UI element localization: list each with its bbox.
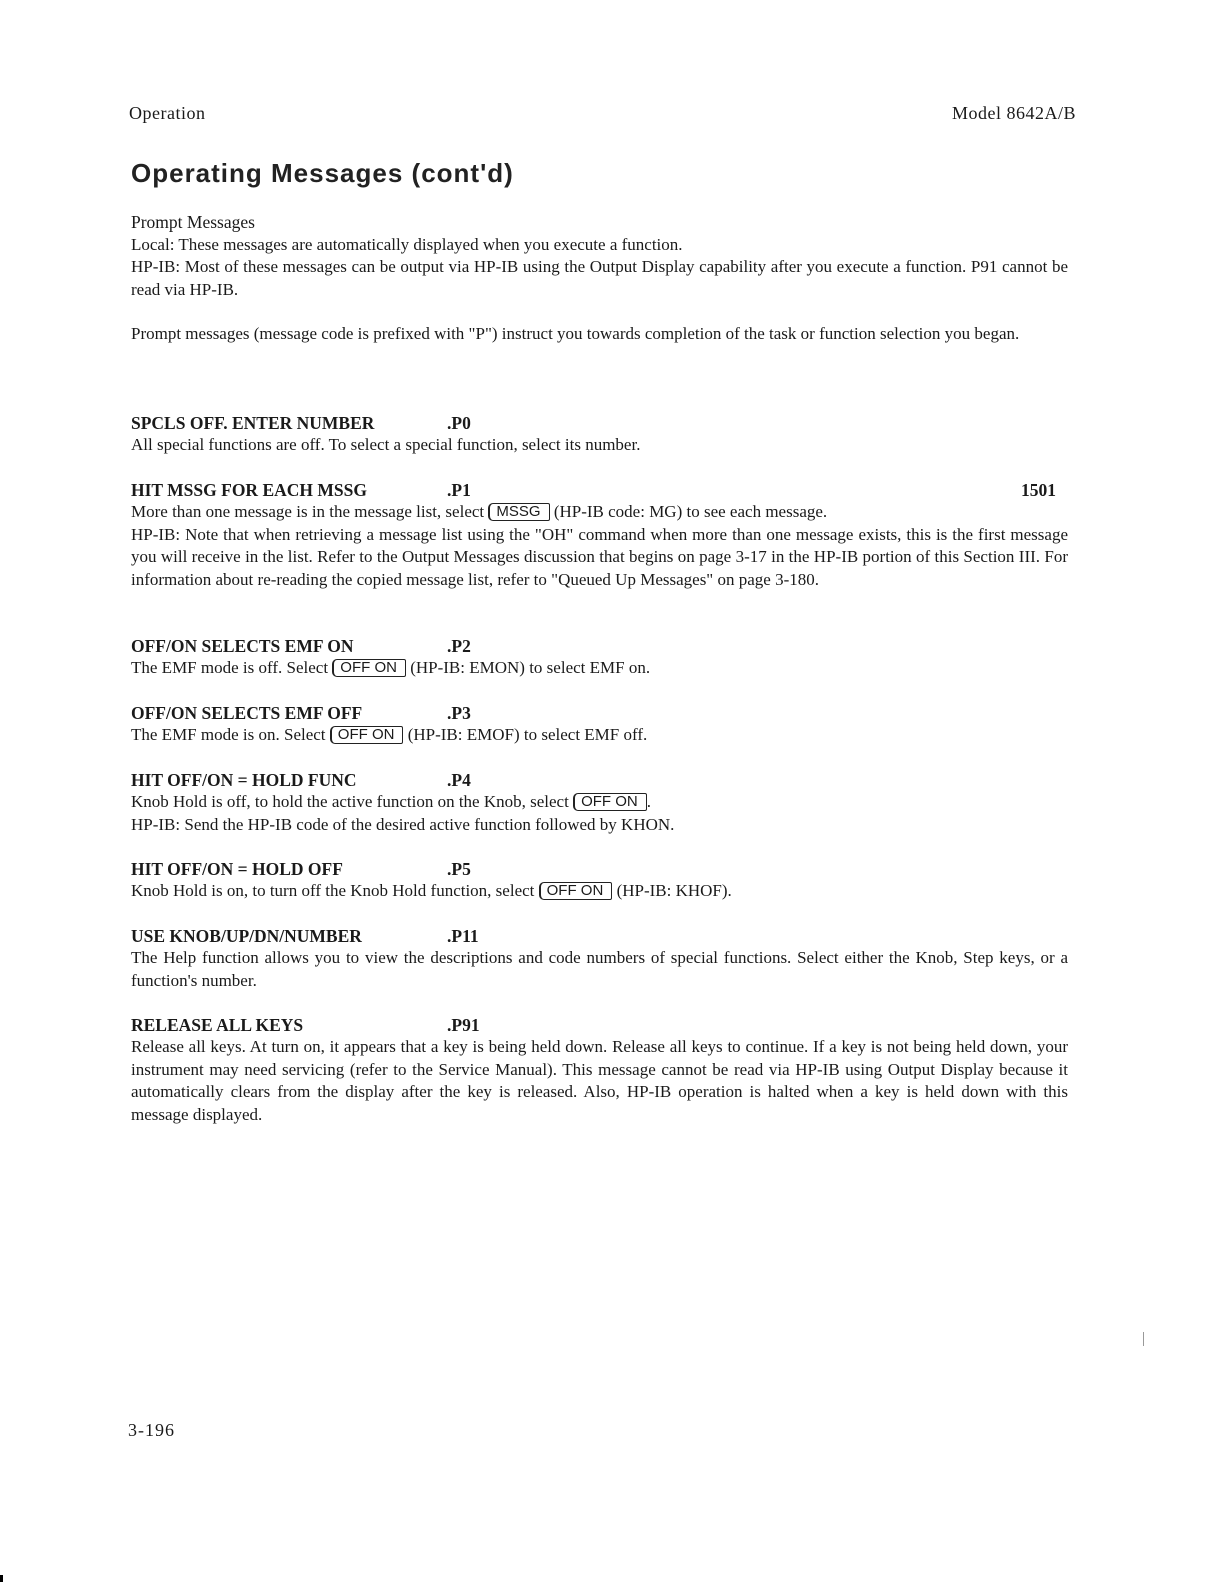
message-description — [131, 880, 1068, 903]
description-text: (HP-IB: EMON) to select EMF on. — [405, 658, 651, 677]
message-description — [131, 724, 1068, 747]
message-heading — [131, 769, 1068, 791]
message-entry-p91 — [131, 1014, 1068, 1126]
description-text: (HP-IB: KHOF). — [612, 881, 732, 900]
message-code: .P5 — [447, 859, 471, 879]
message-entry-p2 — [131, 635, 1068, 680]
description-text: (HP-IB code: MG) to see each message. — [549, 502, 828, 521]
message-name: HIT OFF/ON = HOLD FUNC — [131, 770, 357, 790]
message-heading — [131, 1014, 1068, 1036]
message-name: RELEASE ALL KEYS — [131, 1015, 304, 1035]
description-text: Knob Hold is off, to hold the active function on the Knob, select — [131, 792, 574, 811]
message-entry-p1 — [131, 479, 1068, 591]
off-on-key-icon: OFF ON — [332, 659, 406, 677]
message-name: USE KNOB/UP/DN/NUMBER — [131, 926, 362, 946]
message-name: OFF/ON SELECTS EMF ON — [131, 636, 354, 656]
off-on-key-icon: OFF ON — [539, 882, 613, 900]
message-entry-p0 — [131, 412, 1068, 457]
message-entry-p5 — [131, 858, 1068, 903]
description-text: . — [646, 792, 651, 811]
page-title: Operating Messages (cont'd) — [131, 158, 514, 188]
message-heading — [131, 635, 1068, 657]
description-text: The EMF mode is on. Select — [131, 725, 330, 744]
message-name: HIT OFF/ON = HOLD OFF — [131, 859, 343, 879]
off-on-key-icon: OFF ON — [573, 793, 647, 811]
message-hpib-note: HP-IB: Send the HP-IB code of the desired active function followed by KHON. — [131, 814, 675, 834]
message-name: SPCLS OFF. ENTER NUMBER — [131, 413, 375, 433]
description-text: Knob Hold is on, to turn off the Knob Hold function, select — [131, 881, 539, 900]
message-code: .P4 — [447, 770, 471, 790]
message-description — [131, 791, 1068, 814]
section-header: Operation — [129, 103, 206, 123]
message-entry-p11 — [131, 925, 1068, 992]
message-description — [131, 501, 1068, 524]
message-number: 1501 — [1021, 480, 1056, 500]
message-heading — [131, 925, 1068, 947]
intro-hpib-text: HP-IB: Most of these messages can be output via HP-IB using the Output Display capability after you execute a function. P91 cannot be read via HP-IB. — [131, 257, 1068, 299]
message-heading — [131, 702, 1068, 724]
description-text: The EMF mode is off. Select — [131, 658, 333, 677]
message-hpib-note: HP-IB: Note that when retrieving a message list using the "OH" command when more than one message exists, this is the first message you will receive in the list. Refer to the Output Messages discussion that begins on page 3-17 in the HP-IB portion of this Section III. For information about re-reading the copied message list, refer to "Queued Up Messages" on page 3-180. — [131, 524, 1068, 589]
prompt-description: Prompt messages (message code is prefixed with "P") instruct you towards completion of the task or function selection you began. — [131, 324, 1020, 343]
message-description: The Help function allows you to view the descriptions and code numbers of special functions. Select either the Knob, Step keys, or a function's number. — [131, 948, 1068, 990]
message-description: Release all keys. At turn on, it appears that a key is being held down. Release all keys to continue. If a key is not being held down, your instrument may need servicing (refer to the Service Manual). This message cannot be read via HP-IB using Output Display because it automatically clears from the display after the key is released. Also, HP-IB operation is halted when a key is held down with this message displayed. — [131, 1037, 1068, 1124]
scan-corner-mark — [0, 1575, 3, 1582]
intro-subheading: Prompt Messages — [131, 212, 255, 232]
description-text: (HP-IB: EMOF) to select EMF off. — [403, 725, 648, 744]
message-heading — [131, 412, 1068, 434]
message-heading — [131, 858, 1068, 880]
mssg-key-icon: MSSG — [488, 503, 549, 521]
description-text: More than one message is in the message list, select — [131, 502, 489, 521]
message-description — [131, 657, 1068, 680]
scan-mark — [1143, 1332, 1144, 1346]
message-code: .P0 — [447, 413, 471, 433]
message-heading — [131, 479, 1068, 501]
message-code: .P91 — [447, 1015, 480, 1035]
message-code: .P11 — [447, 926, 479, 946]
message-code: .P2 — [447, 636, 471, 656]
message-code: .P3 — [447, 703, 471, 723]
message-name: OFF/ON SELECTS EMF OFF — [131, 703, 363, 723]
message-entry-p3 — [131, 702, 1068, 747]
intro-local-text: Local: These messages are automatically displayed when you execute a function. — [131, 234, 683, 254]
page-number: 3-196 — [128, 1420, 175, 1440]
model-header: Model 8642A/B — [951, 103, 1076, 123]
message-entry-p4 — [131, 769, 1068, 836]
intro-section — [131, 211, 1068, 301]
message-name: HIT MSSG FOR EACH MSSG — [131, 480, 367, 500]
off-on-key-icon: OFF ON — [330, 726, 404, 744]
message-code: .P1 — [447, 480, 471, 500]
message-description: All special functions are off. To select a special function, select its number. — [131, 435, 641, 454]
